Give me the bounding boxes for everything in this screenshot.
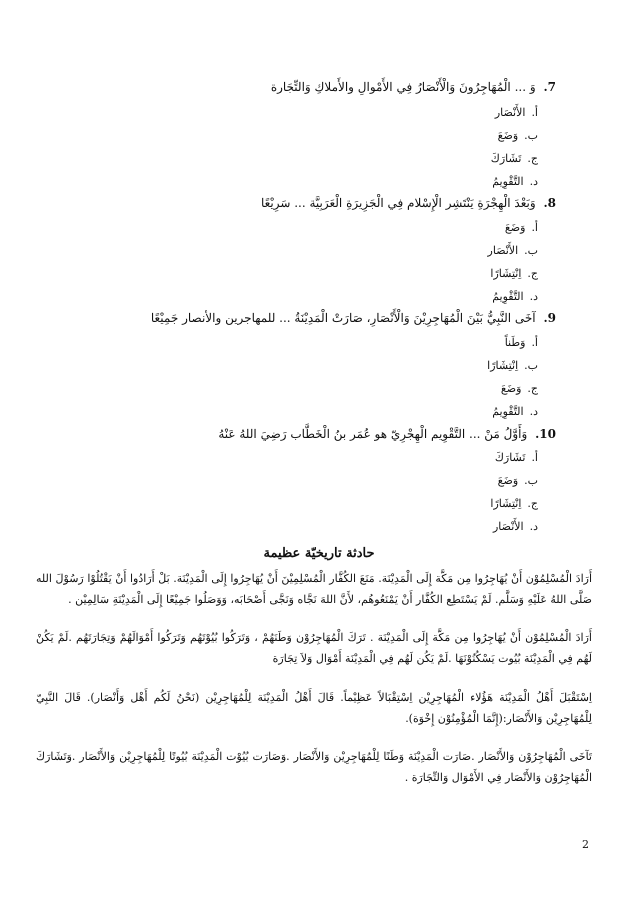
question-number: 7. [543, 80, 556, 94]
question-9-option-d [492, 405, 538, 418]
option-text: وَضَعَ [500, 382, 522, 395]
question-10-option-c [490, 497, 538, 510]
option-letter: أ. [531, 336, 538, 349]
option-text: تَشَارَكَ [490, 152, 522, 165]
option-letter: د. [529, 405, 538, 418]
question-8-option-d [492, 290, 538, 303]
question-7-option-b [498, 129, 538, 142]
option-letter: ج. [527, 267, 538, 280]
story-paragraph-3: اِسْتَقْبَلَ أَهْلُ الْمَدِيْنَة هَؤُلاء الْمُهَاجِرِيْن اِسْتِقْبَالاً عَظِيْماً. قَالَ أَهْلُ الْمَدِيْنَة لِلْمُهَاجِرِيْن (نَحْنُ لَكُم أَهْل وَأَنْصَار). قَالَ النَّبِيّ لِلْمُهَاجِرِيْن وَالأَنْصَار:(إِنَّمَا الْمُؤْمِنُوْن إِخْوَة). [36, 691, 592, 725]
page-number: 2 [582, 838, 589, 851]
question-8-option-b [488, 244, 538, 257]
question-number: 9. [543, 311, 556, 325]
question-7-option-c [491, 152, 538, 165]
option-text: وَضَعَ [504, 221, 526, 234]
option-letter: ج. [527, 382, 538, 395]
option-text: التَّقْوِيمُ [492, 405, 524, 418]
option-letter: أ. [531, 106, 538, 119]
question-7-option-a [495, 106, 538, 119]
option-text: التَّقْوِيمُ [492, 290, 524, 303]
question-9-option-b [487, 359, 538, 372]
question-number: 10. [535, 427, 556, 441]
question-8-option-a [505, 221, 538, 234]
question-9-option-a [505, 336, 538, 349]
option-letter: د. [529, 520, 538, 533]
option-text: اِنْتِشَارًا [487, 359, 519, 372]
question-9 [151, 311, 556, 325]
option-letter: ب. [524, 244, 538, 257]
option-letter: أ. [531, 451, 538, 464]
question-10 [218, 427, 556, 441]
question-text: وَبَعْدَ الْهِجْرَةِ يَنْتَشِر الْإِسْلام فِي الْجَزِيرَةِ الْعَرَبِيَّة ... سَرِيْعًا [260, 196, 536, 210]
story-paragraph-2: أَرَادَ الْمُسْلِمُوْن أَنْ يُهَاجِرُوا مِن مَكَّة إِلَى الْمَدِيْنَة . تَرَكَ الْمُهَاجِرُوْن وَطَنَهُمْ ، وَتَرَكُوا بُيُوْتَهُم وَتَرَكُوا أَمْوَالَهُمْ وَتِجَارَتَهُم .لَمْ يَكُنْ لَهُم فِي الْمَدِيْنَة بُيُوت يَسْكُنُوْنَهَا .لَمْ يَكُن لَهُم فِي الْمَدِيْنَة أَمْوَال وَلاَ تِجَارَة [36, 631, 592, 665]
option-text: الأَنْصَار [494, 106, 526, 119]
story-paragraph-4: تَآخَى الْمُهَاجِرُوْن وَالأَنْصَار .صَارَت الْمَدِيْنَة وَطَنًا لِلْمُهَاجِرِيْن وَالأَنْصَار .وَصَارَت بُيُوْت الْمَدِيْنَة بُيُوتًا لِلْمُهَاجِرِيْن وَالأَنْصَار .وَتَشَارَكَ الْمُهَاجِرُوْن وَالأَنْصَار فِي الأَمْوَال وَالتِّجَارَة . [36, 750, 592, 784]
option-text: اِنْتِشَارًا [490, 497, 522, 510]
option-text: وَطَناً [504, 336, 526, 349]
option-letter: ب. [524, 359, 538, 372]
question-text: وَأَوَّلُ مَنْ ... التَّقْوِيم الْهِجْرِيّ هو عُمَر بنُ الْخَطَّاب رَضِيَ اللهُ عَنْهُ [218, 427, 528, 441]
story-paragraph-1: أَرَادَ الْمُسْلِمُوْن أَنْ يُهَاجِرُوا مِن مَكَّة إِلَى الْمَدِيْنَة. مَنَعَ الكُفَّار الْمُسْلِمِيْنَ أَنْ يُهَاجِرُوا إِلَى الْمَدِيْنَة. بَلْ أَرَادُوا أَنْ يَقْتُلُوْا رَسُوْلَ الله صَلَّى اللهُ عَلَيْهِ وَسَلَّم. لَمْ يَسْتَطِع الكُفَّار أَنْ يَمْنَعُوهُم، لأَنَّ اللهَ نَجَّاه وَنَجَّى أَصْحَابَه، وَوَصَلُوا جَمِيْعًا إِلَى الْمَدِيْنَةِ سَالِمِيْن . [36, 572, 592, 606]
story-title: حادثة تاريخيّة عظيمة [263, 546, 375, 561]
option-text: الأَنْصَار [493, 520, 524, 533]
question-10-option-b [498, 474, 538, 487]
question-number: 8. [543, 196, 556, 210]
question-7-option-d [492, 175, 538, 188]
question-10-option-d [493, 520, 538, 533]
question-8 [261, 196, 556, 210]
option-text: تَشَارَكَ [494, 451, 526, 464]
option-text: اِنْتِشَارًا [490, 267, 522, 280]
option-text: الأَنْصَار [487, 244, 519, 257]
question-8-option-c [490, 267, 538, 280]
question-10-option-a [495, 451, 538, 464]
option-text: التَّقْوِيمُ [492, 175, 524, 188]
option-letter: د. [529, 290, 538, 303]
question-9-option-c [501, 382, 538, 395]
option-letter: ب. [524, 129, 538, 142]
question-text: آخَى النَّبِيُّ بَيْنَ الْمُهَاجِرِيْنَ وَالْأَنْصَارِ، صَارَتْ الْمَدِيْنَةُ ... للمهاجرين والأنصار جَمِيْعًا [150, 311, 536, 325]
option-letter: ج. [527, 497, 538, 510]
option-letter: ب. [524, 474, 538, 487]
option-letter: ج. [527, 152, 538, 165]
option-letter: د. [529, 175, 538, 188]
question-7 [271, 80, 556, 94]
option-letter: أ. [531, 221, 538, 234]
option-text: وَضَعَ [497, 474, 519, 487]
question-text: وَ ... الْمُهَاجِرُونَ وَالْأَنْصَارُ فِي الأَمْوالِ والأَملاكِ وَالتِّجَارة [270, 80, 536, 94]
option-text: وَضَعَ [497, 129, 519, 142]
